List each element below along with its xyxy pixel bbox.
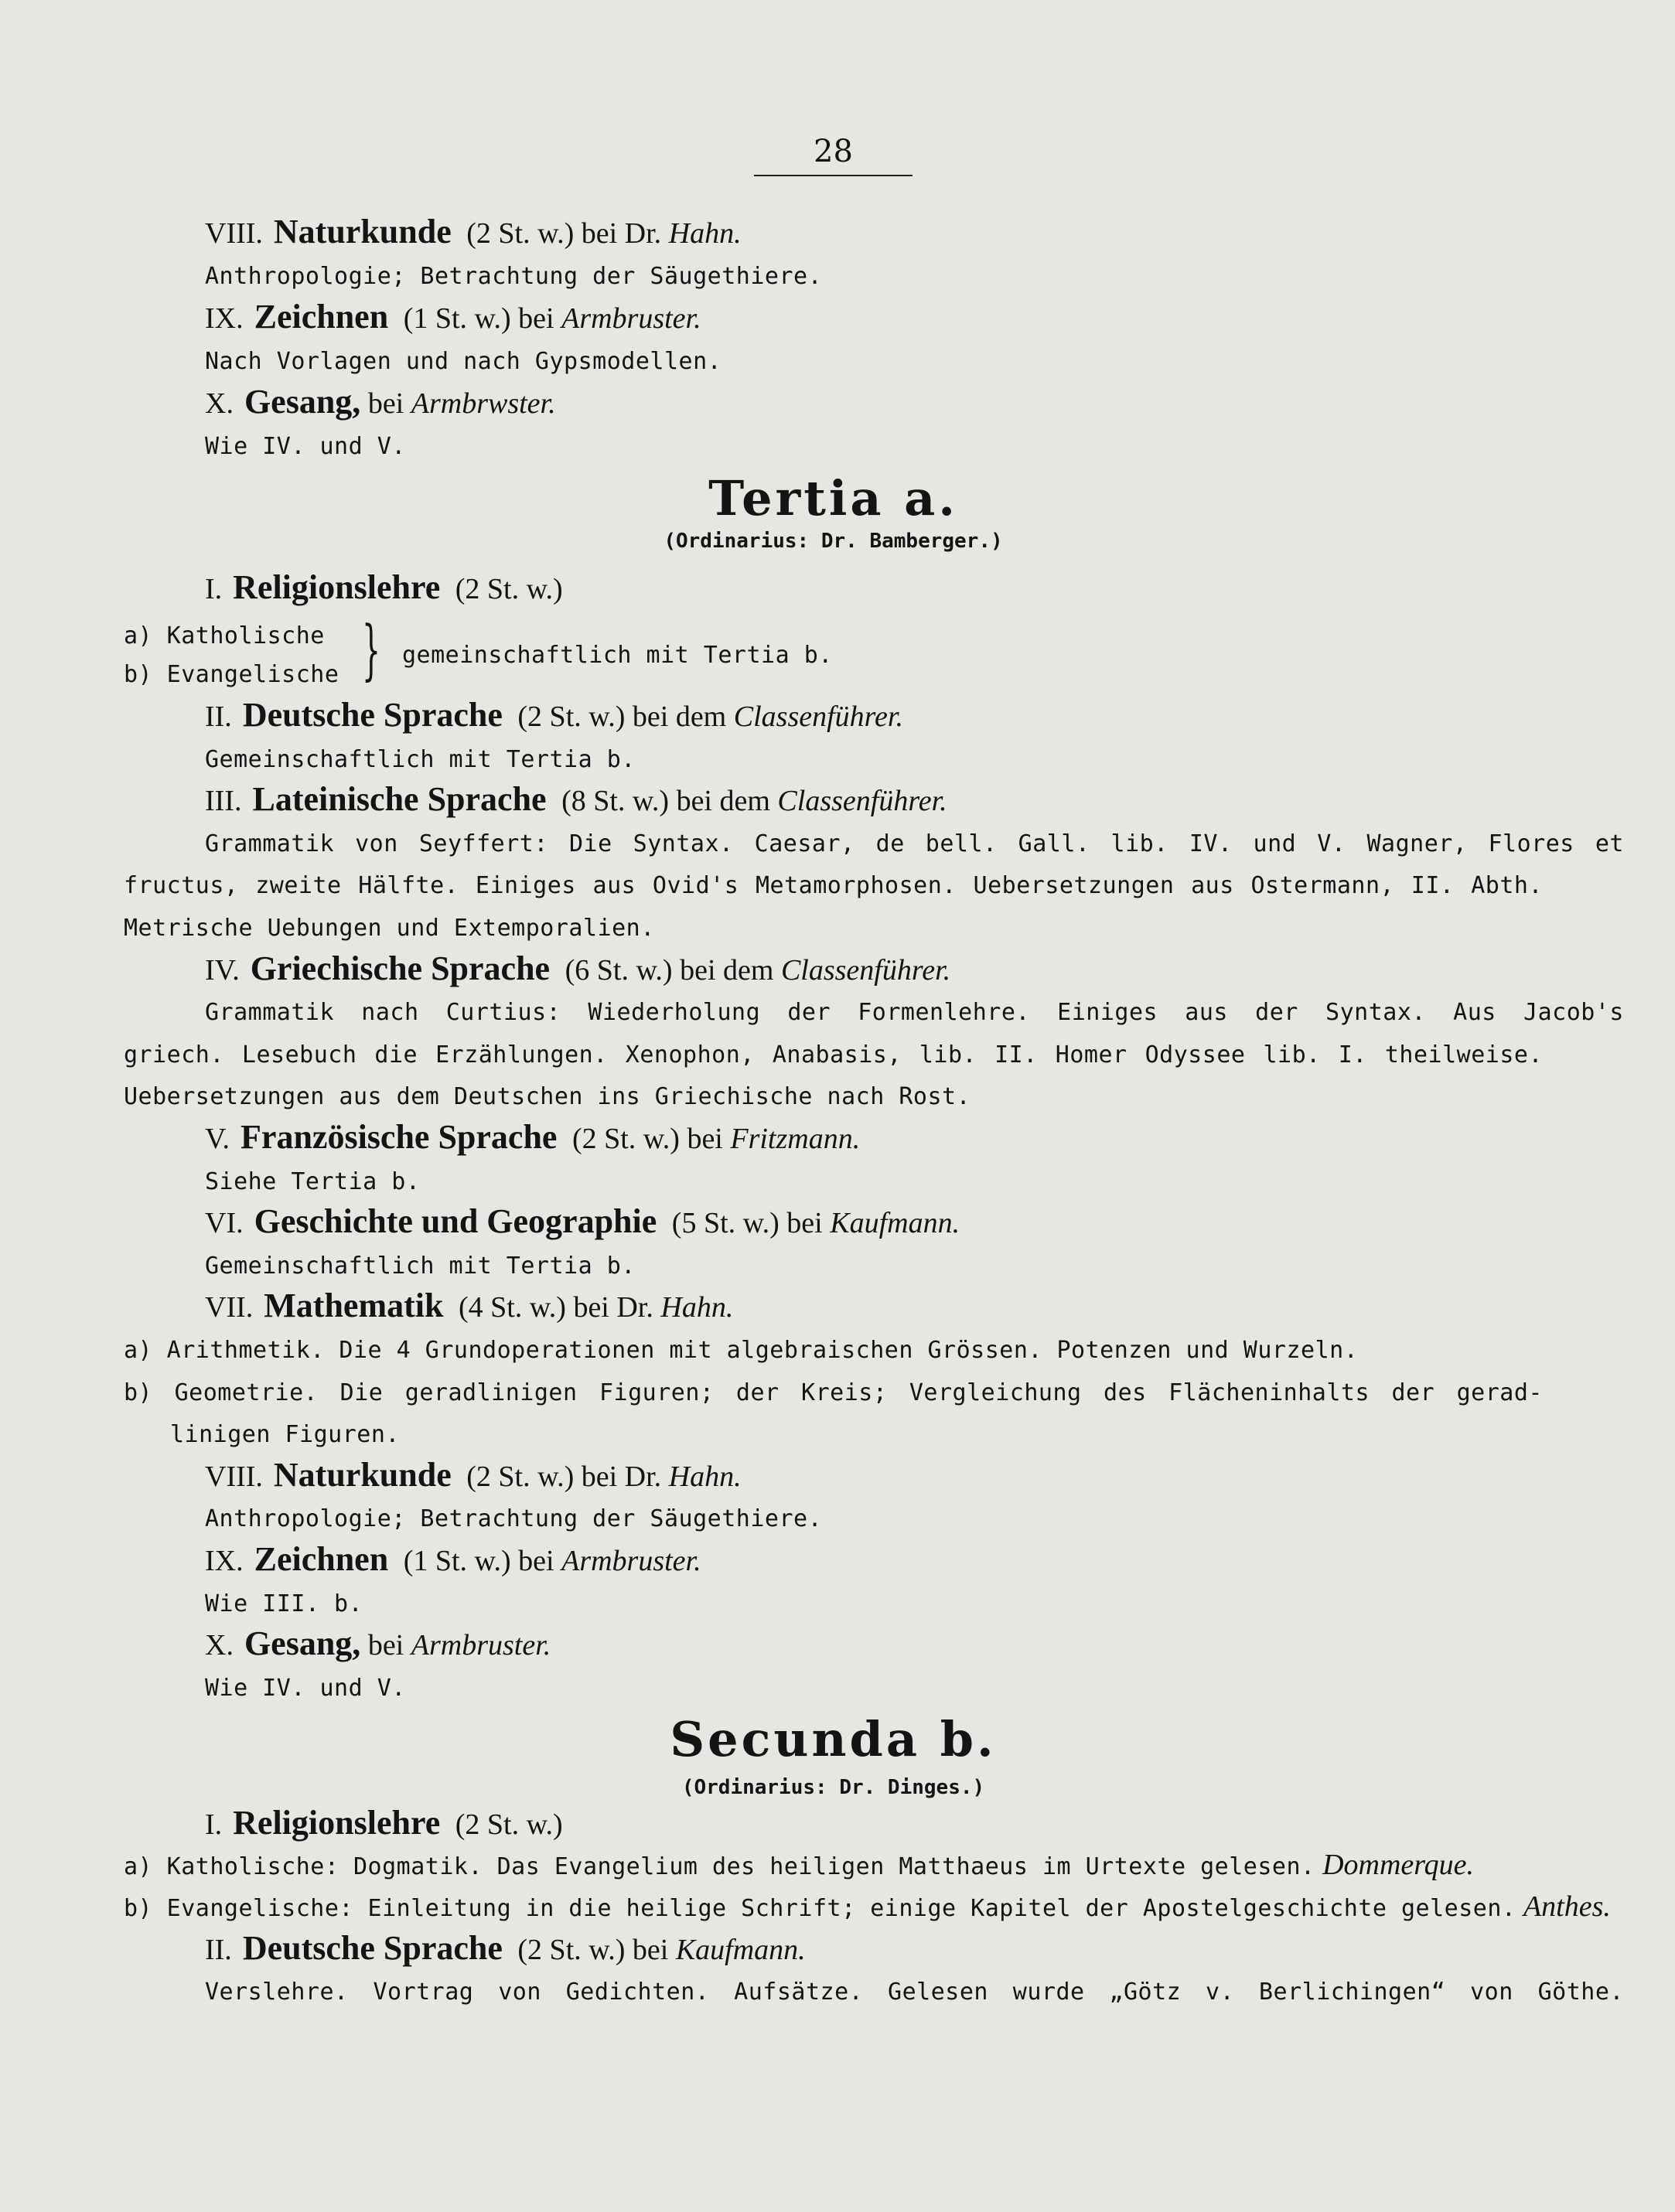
course-hours: (2 St. w.): [455, 573, 563, 605]
course-hours: (8 St. w.): [561, 785, 670, 818]
course-heading: [124, 1624, 1624, 1665]
course-heading: [124, 1540, 1624, 1580]
course-teacher-prefix: bei: [687, 1123, 723, 1155]
page-number: 28: [754, 133, 913, 176]
course-hours: (2 St. w.): [517, 700, 626, 733]
course-subject: Mathematik: [264, 1287, 444, 1325]
religion-common-text: gemeinschaftlich mit Tertia b.: [402, 642, 833, 669]
course-number: I.: [205, 573, 223, 605]
course-teacher: Hahn.: [668, 217, 742, 250]
course-heading: [124, 383, 1624, 423]
description-text: griech. Lesebuch die Erzählungen. Xenophon, Anabasis, lib. II. Homer Odyssee lib. I. theilweise.: [124, 1041, 1543, 1069]
description-text: Gemeinschaftlich mit Tertia b.: [205, 1252, 636, 1280]
course-teacher-prefix: bei Dr.: [573, 1291, 653, 1324]
course-description: [124, 1161, 1624, 1201]
course-heading: [124, 213, 1624, 253]
course-teacher: Hahn.: [660, 1291, 734, 1324]
course-heading: [124, 1118, 1624, 1158]
course-description: [124, 1034, 1543, 1075]
description-text: Wie IV. und V.: [205, 1674, 406, 1702]
course-description: [124, 1245, 1624, 1286]
course-heading: [124, 298, 1624, 338]
course-description: [124, 255, 1624, 296]
course-number: IV.: [205, 953, 240, 987]
course-description: [124, 1887, 1611, 1928]
course-heading: [124, 696, 1624, 736]
course-subject: Religionslehre: [233, 568, 441, 606]
course-hours: (1 St. w.): [403, 302, 511, 335]
course-hours: (2 St. w.): [571, 1123, 680, 1155]
course-description: [124, 425, 1624, 466]
description-text: Metrische Uebungen und Extemporalien.: [124, 915, 655, 942]
course-description: [124, 1329, 1543, 1370]
course-subject: Französische Sprache: [241, 1118, 558, 1156]
description-text: Wie III. b.: [205, 1590, 363, 1617]
course-teacher-prefix: bei: [518, 1545, 554, 1577]
course-hours: (5 St. w.): [671, 1207, 780, 1240]
course-subject: Gesang,: [244, 1624, 361, 1663]
course-description: [124, 1971, 1624, 2012]
course-subject: Religionslehre: [233, 1804, 441, 1842]
religion-option-b: [124, 653, 1543, 694]
description-text: Grammatik von Seyffert: Die Syntax. Caesar, de bell. Gall. lib. IV. und V. Wagner, Flores et: [205, 830, 1624, 857]
course-heading: [124, 568, 1624, 608]
description-text: Nach Vorlagen und nach Gypsmodellen.: [205, 348, 722, 375]
course-description: [124, 340, 1624, 381]
course-teacher-prefix: bei: [367, 387, 404, 420]
course-description: [124, 1583, 1624, 1624]
description-text: Gemeinschaftlich mit Tertia b.: [205, 745, 636, 773]
description-text: fructus, zweite Hälfte. Einiges aus Ovid's Metamorphosen. Uebersetzungen aus Ostermann, II. Abth.: [124, 872, 1543, 900]
course-teacher: Dommerque.: [1322, 1849, 1475, 1881]
course-teacher: Armbruster.: [561, 1545, 701, 1577]
course-number: I.: [205, 1808, 223, 1841]
religion-option-label: b) Evangelische: [124, 661, 339, 688]
course-description: [124, 823, 1624, 864]
course-teacher: Classenführer.: [780, 953, 951, 987]
description-text: a) Arithmetik. Die 4 Grundoperationen mit algebraischen Grössen. Potenzen und Wurzeln.: [124, 1337, 1359, 1364]
course-description: [124, 1413, 1589, 1454]
course-heading: [124, 780, 1624, 820]
ordinarius-secunda: (Ordinarius: Dr. Dinges.): [681, 1776, 985, 1799]
description-text: a) Katholische: Dogmatik. Das Evangelium des heiligen Matthaeus im Urtexte gelesen.: [124, 1853, 1315, 1880]
religion-common-note: [402, 634, 833, 675]
course-hours: (2 St. w.): [455, 1808, 563, 1841]
course-teacher: Anthes.: [1523, 1890, 1611, 1923]
course-description: [124, 907, 1543, 948]
course-description: [124, 1498, 1624, 1539]
course-heading: [124, 1456, 1624, 1496]
course-hours: (2 St. w.): [466, 217, 575, 250]
course-teacher: Armbruster.: [561, 302, 701, 335]
description-text: linigen Figuren.: [170, 1421, 400, 1449]
course-teacher: Classenführer.: [777, 785, 947, 818]
course-number: V.: [205, 1123, 230, 1155]
course-teacher-prefix: bei dem: [680, 953, 774, 987]
course-description: [124, 1667, 1624, 1708]
course-hours: (4 St. w.): [458, 1291, 566, 1324]
course-number: X.: [205, 387, 234, 420]
course-teacher: Kaufmann.: [830, 1207, 960, 1240]
course-number: VIII.: [205, 217, 263, 250]
course-heading: [124, 1929, 1624, 1969]
course-description: [124, 991, 1624, 1032]
course-teacher-prefix: bei Dr.: [581, 217, 662, 250]
course-heading: [124, 1202, 1624, 1242]
course-subject: Zeichnen: [254, 298, 389, 336]
course-teacher: Armbruster.: [411, 1629, 551, 1662]
course-teacher: Hahn.: [668, 1460, 742, 1493]
course-teacher-prefix: bei: [518, 302, 554, 335]
ordinarius-tertia: (Ordinarius: Dr. Bamberger.): [664, 530, 1003, 553]
description-text: Verslehre. Vortrag von Gedichten. Aufsätze. Gelesen wurde „Götz v. Berlichingen“ von Göthe.: [205, 1979, 1624, 2006]
course-description: [124, 738, 1624, 779]
description-text: Grammatik nach Curtius: Wiederholung der Formenlehre. Einiges aus der Syntax. Aus Jacob's: [205, 999, 1624, 1027]
course-teacher: Fritzmann.: [730, 1123, 861, 1155]
course-subject: Deutsche Sprache: [242, 696, 503, 734]
course-teacher: Armbrwster.: [411, 387, 556, 420]
course-number: VII.: [205, 1291, 254, 1324]
course-teacher-prefix: bei: [367, 1629, 404, 1662]
description-text: Anthropologie; Betrachtung der Säugethiere.: [205, 263, 823, 290]
course-teacher: Classenführer.: [733, 700, 903, 733]
course-teacher-prefix: bei dem: [632, 700, 727, 733]
course-number: II.: [205, 700, 232, 733]
course-teacher-prefix: bei: [632, 1934, 669, 1966]
description-text: Wie IV. und V.: [205, 433, 406, 460]
description-text: Siehe Tertia b.: [205, 1167, 421, 1195]
course-subject: Deutsche Sprache: [242, 1929, 503, 1967]
description-text: Uebersetzungen aus dem Deutschen ins Griechische nach Rost.: [124, 1083, 971, 1111]
course-teacher-prefix: bei Dr.: [581, 1460, 662, 1493]
course-hours: (1 St. w.): [403, 1545, 511, 1577]
religion-option-label: a) Katholische: [124, 622, 325, 649]
course-subject: Lateinische Sprache: [252, 780, 547, 819]
section-heading-secunda: Secunda b.: [670, 1711, 997, 1767]
religion-option-a: [124, 615, 1543, 656]
course-heading: [124, 1804, 1624, 1844]
course-subject: Naturkunde: [273, 1455, 452, 1494]
course-subject: Gesang,: [244, 383, 361, 421]
course-number: III.: [205, 785, 242, 818]
course-heading: [124, 1287, 1624, 1327]
course-number: IX.: [205, 1545, 244, 1577]
course-hours: (6 St. w.): [565, 953, 673, 987]
course-teacher-prefix: bei: [786, 1207, 823, 1240]
course-subject: Geschichte und Geographie: [254, 1202, 657, 1241]
section-heading-tertia: Tertia a.: [708, 470, 958, 527]
course-description: [124, 1372, 1543, 1413]
course-number: II.: [205, 1934, 232, 1966]
course-number: IX.: [205, 302, 244, 335]
course-teacher: Kaufmann.: [675, 1934, 806, 1966]
course-hours: (2 St. w.): [466, 1460, 575, 1493]
description-text: Anthropologie; Betrachtung der Säugethiere.: [205, 1505, 823, 1533]
brace-glyph: }: [362, 612, 381, 687]
course-number: X.: [205, 1629, 234, 1662]
course-description: [124, 1075, 1543, 1116]
course-number: VI.: [205, 1207, 244, 1240]
course-description: [124, 1846, 1543, 1887]
course-heading: [124, 949, 1624, 990]
course-hours: (2 St. w.): [517, 1934, 626, 1966]
course-teacher-prefix: bei dem: [676, 785, 770, 818]
course-subject: Zeichnen: [254, 1540, 389, 1578]
course-description: [124, 864, 1543, 905]
description-text: b) Evangelische: Einleitung in die heilige Schrift; einige Kapitel der Apostelgeschichte gelesen.: [124, 1895, 1516, 1922]
course-subject: Naturkunde: [273, 213, 452, 251]
description-text: b) Geometrie. Die geradlinigen Figuren; der Kreis; Vergleichung des Flächeninhalts der gerad-: [124, 1379, 1543, 1406]
course-number: VIII.: [205, 1460, 263, 1493]
course-subject: Griechische Sprache: [250, 949, 551, 987]
